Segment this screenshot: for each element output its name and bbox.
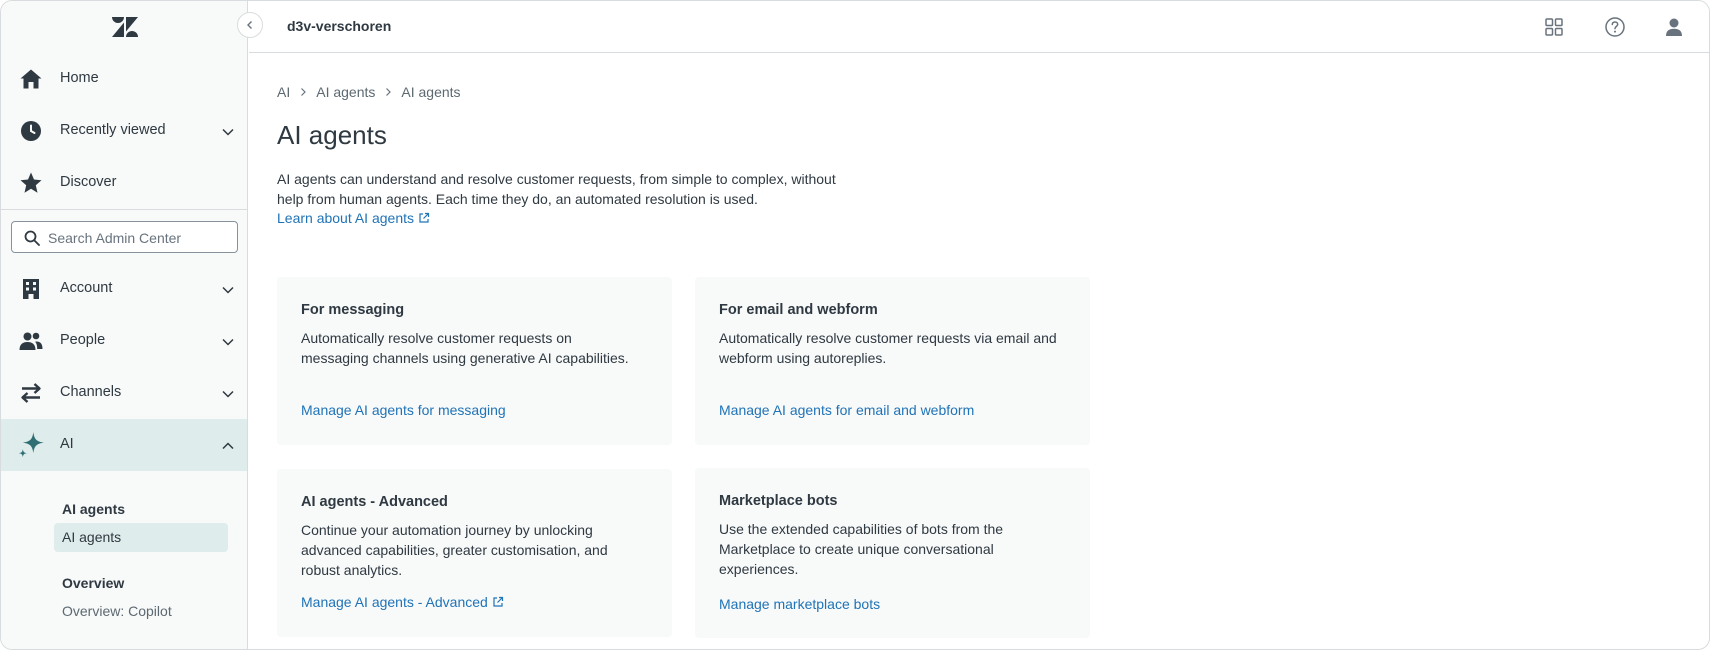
nav-ai[interactable] [1,419,247,471]
help-icon[interactable] [1604,16,1626,38]
card-description: Continue your automation journey by unlocking advanced capabilities, greater customisation, and robust analytics. [301,522,608,578]
manage-marketplace-bots-link[interactable]: Manage marketplace bots [719,596,881,612]
account-name: d3v-verschoren [287,18,392,34]
breadcrumb-item-current: AI agents [401,84,461,100]
nav-channels-label: Channels [60,384,122,400]
chevron-down-icon [221,335,235,349]
chevron-right-icon [298,87,308,97]
card-email-webform [695,277,1090,445]
grid-icon[interactable] [1543,16,1565,38]
card-title: Marketplace bots [719,493,838,509]
collapse-sidebar-button[interactable] [237,12,263,38]
manage-advanced-link[interactable] [301,594,504,610]
nav-discover-label: Discover [60,174,117,190]
people-icon [19,329,43,353]
nav-home-label: Home [60,70,99,86]
user-icon[interactable] [1663,16,1685,38]
card-messaging [277,277,672,445]
manage-messaging-link[interactable]: Manage AI agents for messaging [301,402,506,418]
home-icon [19,67,43,91]
nav-recently-viewed-label: Recently viewed [60,122,166,138]
sidebar-item-overview-copilot[interactable]: Overview: Copilot [62,603,172,619]
card-description: Automatically resolve customer requests on messaging channels using generative AI capabilities. [301,330,629,366]
zendesk-logo-icon[interactable] [111,15,139,39]
topbar [249,1,1710,53]
nav-people-label: People [60,332,106,348]
nav-account-label: Account [60,280,113,296]
nav-channels[interactable] [1,367,247,419]
learn-link-label: Learn about AI agents [277,210,414,226]
sidebar-item-ai-agents[interactable]: AI agents [54,523,228,552]
chevron-up-icon [221,439,235,453]
chevron-down-icon [221,125,235,139]
manage-email-webform-link[interactable]: Manage AI agents for email and webform [719,402,975,418]
card-title: AI agents - Advanced [301,494,448,510]
card-marketplace-bots [695,468,1090,638]
card-title: For email and webform [719,302,878,318]
chevron-right-icon [383,87,393,97]
search-input[interactable] [48,227,233,249]
nav-home[interactable] [1,53,247,105]
card-advanced [277,469,672,637]
card-description: Use the extended capabilities of bots from the Marketplace to create unique conversational experiences. [719,521,1004,577]
sidebar-divider [1,209,247,210]
external-link-icon [418,212,430,224]
breadcrumb-item[interactable]: AI agents [316,84,376,100]
card-description: Automatically resolve customer requests via email and webform using autoreplies. [719,330,1057,366]
nav-discover[interactable] [1,157,247,209]
chevron-left-icon [245,20,255,30]
external-link-icon [492,596,504,608]
nav-ai-label: AI [60,436,74,452]
manage-advanced-label: Manage AI agents - Advanced [301,594,488,610]
learn-about-ai-agents-link[interactable] [277,210,430,226]
page-description: AI agents can understand and resolve customer requests, from simple to complex, without help from human agents. Each time they do, an automated resolution is used. [277,171,836,207]
nav-recently-viewed[interactable] [1,105,247,157]
chevron-down-icon [221,283,235,297]
sparkle-icon [17,431,45,459]
ai-agents-section-heading: AI agents [62,501,126,517]
arrows-icon [19,381,43,405]
page-title: AI agents [277,120,387,150]
search-box[interactable] [11,221,238,253]
main-content [249,53,1710,650]
nav-people[interactable] [1,315,247,367]
sidebar [1,1,248,650]
search-icon [24,230,40,246]
nav-account[interactable] [1,263,247,315]
clock-icon [19,119,43,143]
chevron-down-icon [221,387,235,401]
card-title: For messaging [301,302,405,318]
building-icon [19,277,43,301]
breadcrumb [277,84,461,100]
star-icon [19,171,43,195]
overview-section-heading: Overview [62,575,125,591]
breadcrumb-item[interactable]: AI [277,84,291,100]
